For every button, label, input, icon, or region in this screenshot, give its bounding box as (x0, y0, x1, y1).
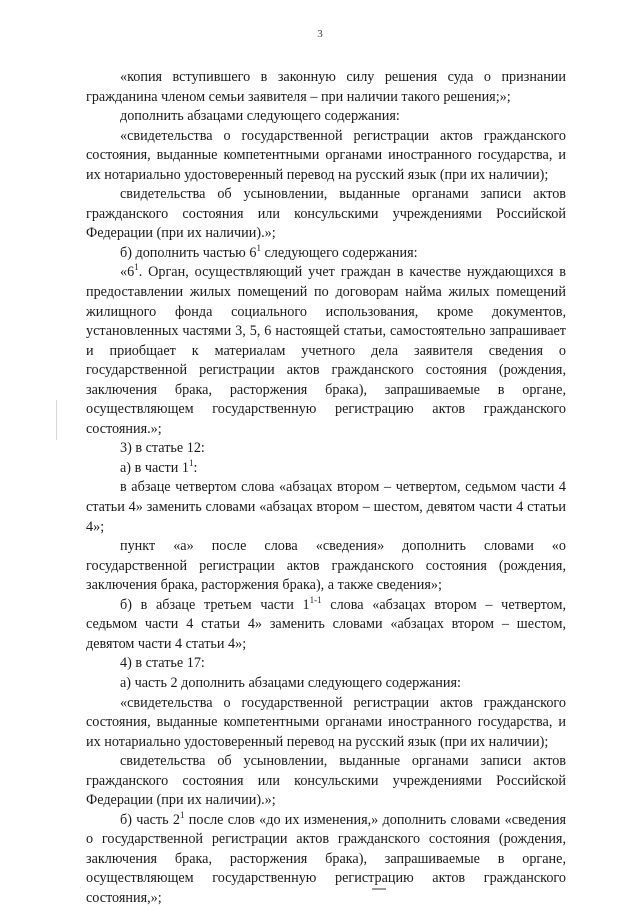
scan-foot-mark (372, 888, 386, 890)
paragraph-text: свидетельства об усыновлении, выданные органами записи актов гражданского состояния или консульскими учреждениями Российской Федерации (при их наличии).»; (86, 753, 566, 809)
paragraph-text: а) часть 2 дополнить абзацами следующего содержания: (120, 674, 461, 691)
paragraph-text: дополнить абзацами следующего содержания: (120, 108, 400, 125)
paragraph-p4 (86, 185, 566, 244)
document-body (86, 68, 566, 909)
paragraph-p11 (86, 596, 566, 655)
scan-edge-mark (56, 400, 57, 440)
paragraph-p5 (86, 244, 566, 264)
paragraph-text: после слов «до их изменения,» дополнить словами «сведения о государственной регистрации актов гражданского состояния (рождения, заключения брака, расторжения брака), запрашиваемые в органе, осуществляющем государственную регистрацию актов гражданского состояния,»; (86, 811, 566, 906)
paragraph-p2 (86, 107, 566, 127)
paragraph-p12 (86, 654, 566, 674)
paragraph-p13 (86, 674, 566, 694)
superscript: 1 (256, 242, 261, 253)
superscript: 1-1 (309, 594, 322, 605)
paragraph-p8 (86, 459, 566, 479)
paragraph-p10 (86, 537, 566, 596)
paragraph-text: 4) в статье 17: (120, 655, 205, 672)
paragraph-p16 (86, 811, 566, 909)
paragraph-text: б) дополнить частью 6 (120, 244, 257, 261)
paragraph-text: «свидетельства о государственной регистрации актов гражданского состояния, выданные компетентными органами иностранного государства, и их нотариально удостоверенный перевод на русский язык (при их наличии); (86, 694, 566, 750)
superscript: 1 (179, 809, 185, 820)
paragraph-p7 (86, 439, 566, 459)
paragraph-text: «6 (120, 264, 135, 281)
paragraph-text: «копия вступившего в законную силу решения суда о признании гражданина членом семьи заявителя – при наличии такого решения;»; (86, 69, 566, 105)
paragraph-text: 3) в статье 12: (120, 440, 205, 457)
paragraph-p15 (86, 752, 566, 811)
superscript: 1 (134, 262, 139, 273)
paragraph-text: «свидетельства о государственной регистрации актов гражданского состояния, выданные компетентными органами иностранного государства, и их нотариально удостоверенный перевод на русский язык (при их наличии); (86, 127, 566, 183)
paragraph-p9 (86, 478, 566, 537)
paragraph-text: а) в части 1 (120, 459, 189, 476)
paragraph-p1 (86, 68, 566, 107)
superscript: 1 (188, 457, 194, 468)
paragraph-p14 (86, 694, 566, 753)
paragraph-text: слова «абзацах втором – четвертом, седьмом части 4 статьи 4» заменить словами «абзацах втором – шестом, девятом части 4 статьи 4»; (86, 596, 566, 652)
paragraph-p3 (86, 127, 566, 186)
paragraph-text: б) в абзаце третьем части 1 (120, 596, 310, 613)
paragraph-text: б) часть 2 (120, 811, 180, 828)
paragraph-p6 (86, 263, 566, 439)
page-number: 3 (317, 28, 323, 40)
paragraph-text: следующего содержания: (260, 244, 418, 261)
paragraph-text: в абзаце четвертом слова «абзацах втором – четвертом, седьмом части 4 статьи 4» заменить словами «абзацах втором – шестом, девятом части 4 статьи 4»; (86, 479, 566, 535)
paragraph-text: свидетельства об усыновлении, выданные органами записи актов гражданского состояния или консульскими учреждениями Российской Федерации (при их наличии).»; (86, 186, 566, 242)
paragraph-text: . Орган, осуществляющий учет граждан в качестве нуждающихся в предоставлении жилых помещений по договорам найма жилых помещений жилищного фонда социального использования, кроме документов, установленных частями 3, 5, 6 настоящей статьи, самостоятельно запрашивает и приобщает к материалам учетного дела заявителя сведения о государственной регистрации актов гражданского состояния (рождения, заключения брака, расторжения брака), запрашиваемые в органе, осуществляющем государственную регистрацию актов гражданского состояния.»; (86, 264, 566, 437)
paragraph-text: пункт «а» после слова «сведения» дополнить словами «о государственной регистрации актов гражданского состояния (рождения, заключения брака, расторжения брака), а также сведения»; (86, 538, 566, 594)
paragraph-text: : (193, 459, 198, 476)
